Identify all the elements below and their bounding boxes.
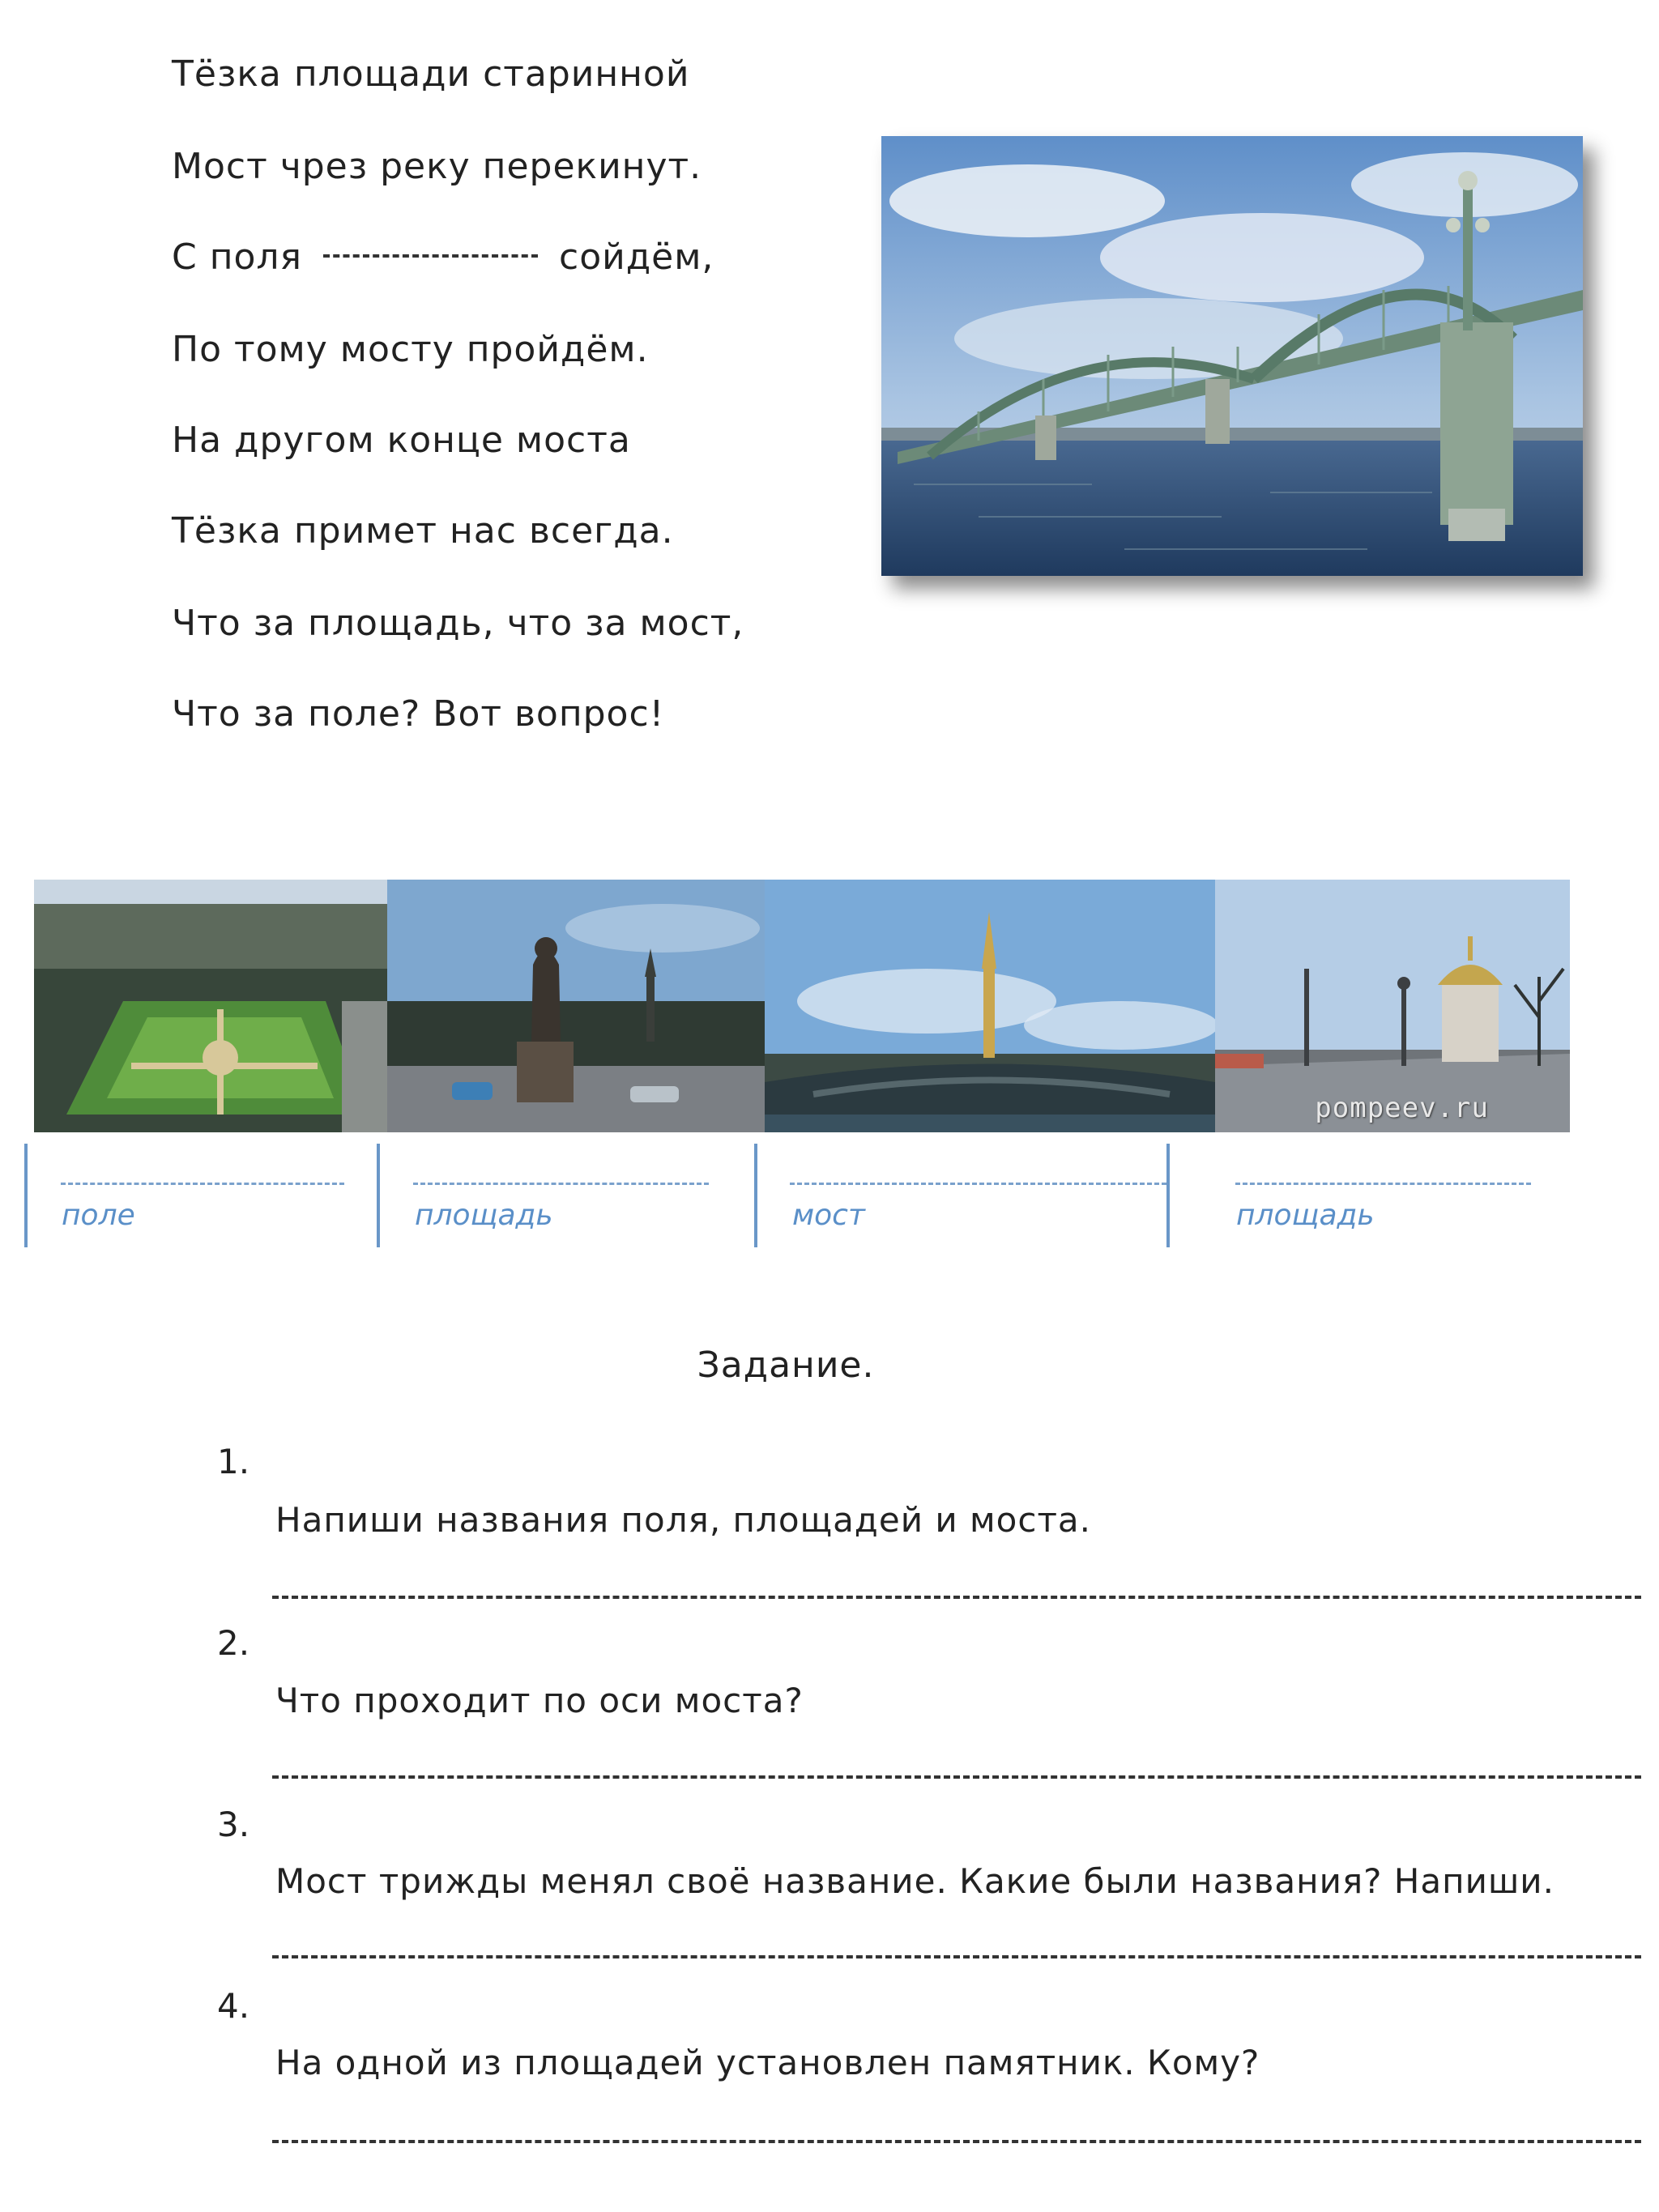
question-1-number: 1. [217,1442,250,1481]
poem-line-3 [172,235,714,280]
caption-divider-3 [754,1144,757,1247]
answer-line-1[interactable] [272,1596,1641,1599]
question-2-number: 2. [217,1623,250,1663]
poem-line-3-end: сойдём, [559,237,714,278]
answer-line-4[interactable] [272,2140,1641,2143]
chapel-square-photo [1215,880,1570,1132]
caption-square-1: площадь [415,1199,553,1232]
caption-line-2[interactable] [413,1183,709,1185]
poem-line-6: Тёзка примет нас всегда. [172,510,674,552]
question-3-text: Мост трижды менял своё название. Какие были названия? Напиши. [275,1861,1555,1901]
caption-divider-4 [1166,1144,1170,1247]
bridge-photo [881,136,1583,576]
caption-bridge: мост [792,1199,865,1232]
photo-watermark: pompeev.ru [1315,1092,1489,1124]
square-monument-photo [387,880,765,1132]
poem-line-3-start: С поля [172,237,302,278]
poem-line-1: Тёзка площади старинной [172,53,690,95]
poem-blank[interactable] [323,254,538,258]
caption-divider-1 [24,1144,28,1247]
caption-line-4[interactable] [1235,1183,1531,1185]
poem-line-4: По тому мосту пройдём. [172,329,649,370]
answer-line-2[interactable] [272,1775,1641,1779]
caption-divider-2 [377,1144,380,1247]
caption-square-2: площадь [1236,1199,1375,1232]
photo-strip [34,880,1570,1132]
question-1-text: Напиши названия поля, площадей и моста. [275,1500,1092,1540]
caption-field: поле [62,1199,135,1232]
poem-line-2: Мост чрез реку перекинут. [172,146,702,187]
task-title: Задание. [697,1345,875,1386]
poem-line-8: Что за поле? Вот вопрос! [172,693,665,735]
question-4-text: На одной из площадей установлен памятник. Кому? [275,2043,1260,2082]
question-4-number: 4. [217,1986,250,2026]
caption-line-1[interactable] [61,1183,344,1185]
poem-line-5: На другом конце моста [172,420,631,461]
poem-line-7: Что за площадь, что за мост, [172,603,744,644]
caption-line-3[interactable] [790,1183,1166,1185]
question-2-text: Что проходит по оси моста? [275,1681,804,1720]
bridge-view-photo [765,880,1215,1132]
field-photo [34,880,387,1132]
answer-line-3[interactable] [272,1955,1641,1958]
question-3-number: 3. [217,1805,250,1844]
